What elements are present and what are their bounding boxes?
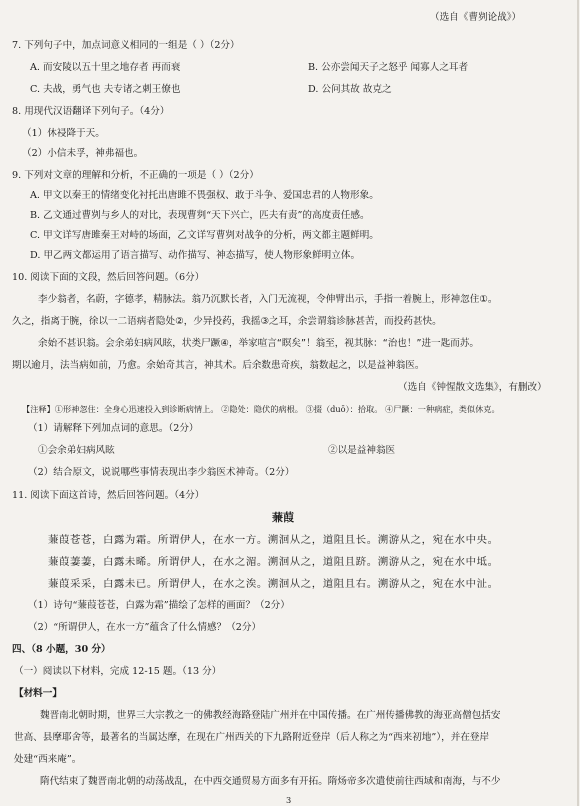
question-11-stem: 11. 阅读下面这首诗，然后回答问题。（4分） [12, 490, 205, 501]
passage-line-3: 余始不甚识翁。会余弟妇病风眩，状类尸蹶④，举家喧言“瞑矣”！翁至，视其脉：“治也！”进一匙而苏。 [38, 338, 480, 349]
page-edge [577, 0, 579, 806]
question-10-sub-2: （2）结合原文，说说哪些事情表现出李少翁医术神奇。（2分） [28, 467, 295, 478]
question-7-option-c: C. 夫战，勇气也 夫专诸之刺王僚也 [30, 84, 181, 95]
material-1-line-3: 处建“西来庵”。 [14, 754, 82, 765]
question-8-item-2: （2）小信未孚，神弗福也。 [22, 148, 144, 159]
question-10-sub-1b: ②以是益神翁医 [328, 445, 396, 456]
question-9-stem: 9. 下列对文章的理解和分析，不正确的一项是（ ）（2分） [12, 170, 259, 181]
poem-stanza-3: 蒹葭采采，白露未已。所谓伊人，在水之涘。溯洄从之，道阻且右。溯游从之，宛在水中沚。 [48, 578, 499, 590]
material-1-line-2: 世高、县摩耶舍等，最著名的当属达摩，在现在广州西关的下九路附近登岸（后人称之为“西来初地”），并在登岸 [14, 732, 490, 743]
question-10-stem: 10. 阅读下面的文段，然后回答问题。（6分） [12, 272, 205, 283]
source-note: （选自《曹刿论战》） [430, 12, 522, 23]
question-7-option-d: D. 公问其故 故克之 [308, 84, 392, 95]
page-number: 3 [286, 795, 292, 805]
question-9-option-b: B. 乙文通过曹刿与乡人的对比，表现曹刿“天下兴亡，匹夫有责”的高度责任感。 [30, 210, 370, 221]
question-7-stem: 7. 下列句子中，加点词意义相同的一组是（ ）（2分） [12, 40, 240, 51]
passage-line-2: 久之，指离于腕，徐以一二语病者隐处②，少异投药，我摇③之耳，余尝谓翁诊脉甚苦，而投药甚快。 [12, 316, 442, 327]
question-9-option-a: A. 甲文以秦王的情绪变化衬托出唐雎不畏强权、敢于斗争、爱国忠君的人物形象。 [30, 190, 379, 201]
question-10-sub-1: （1）请解释下列加点词的意思。（2分） [28, 423, 199, 434]
section-4-heading: 四、（8 小题，30 分） [12, 644, 111, 655]
question-11-sub-1: （1）诗句“蒹葭苍苍，白露为霜”描绘了怎样的画面？（2分） [28, 600, 290, 611]
passage-line-4: 期以逾月，法当病如前，乃愈。余始奇其言，神其术。后余数患奇疾，翁数起之，以是益神翁医。 [12, 360, 425, 371]
question-9-option-c: C. 甲文详写唐雎秦王对峙的场面，乙文详写曹刿对战争的分析，两文都主题鲜明。 [30, 230, 379, 241]
passage-line-1: 李少翁者，名蔚，字德孝，精脉法。翁乃沉默长者，入门无流视，令伸臂出示，手指一着腕上，形神忽住①。 [38, 294, 498, 305]
question-7-option-b: B. 公亦尝闻天子之怒乎 闻寡人之耳者 [308, 62, 469, 73]
section-4-part-1: （一）阅读以下材料，完成 12-15 题。（13 分） [14, 666, 222, 677]
question-11-sub-2: （2）“所谓伊人，在水一方”蕴含了什么情感？（2分） [28, 622, 262, 633]
poem-title: 蒹葭 [272, 511, 294, 524]
poem-stanza-2: 蒹葭萋萋，白露未晞。所谓伊人，在水之湄。溯洄从之，道阻且跻。溯游从之，宛在水中坻。 [48, 556, 499, 568]
question-8-item-1: （1）休祲降于天。 [22, 128, 105, 139]
question-7-option-a: A. 而安陵以五十里之地存者 再而衰 [30, 62, 181, 73]
passage-notes: 【注释】①形神忽住：全身心迅速投入到诊断病情上。 ②隐处：隐伏的病根。 ③掇（duō）：拾取。 ④尸蹶：一种病症，类似休克。 [22, 404, 500, 414]
poem-stanza-1: 蒹葭苍苍，白露为霜。所谓伊人，在水一方。溯洄从之，道阻且长。溯游从之，宛在水中央。 [48, 534, 499, 546]
question-8-stem: 8. 用现代汉语翻译下列句子。（4分） [12, 106, 170, 117]
material-1-line-4: 隋代结束了魏晋南北朝的动荡战乱，在中西交通贸易方面多有开拓。隋炀帝多次遣使前往西域和南海，与不少 [40, 776, 501, 787]
material-1-line-1: 魏晋南北朝时期，世界三大宗教之一的佛教经海路登陆广州并在中国传播。在广州传播佛教的海亚高僧包括安 [40, 710, 501, 721]
question-10-sub-1a: ①会余弟妇病风眩 [38, 445, 115, 456]
material-1-label: 【材料一】 [14, 688, 62, 699]
passage-source: （选自《钟惺散文选集》，有删改） [398, 382, 547, 393]
question-9-option-d: D. 甲乙两文都运用了语言描写、动作描写、神态描写，使人物形象鲜明立体。 [30, 250, 361, 261]
